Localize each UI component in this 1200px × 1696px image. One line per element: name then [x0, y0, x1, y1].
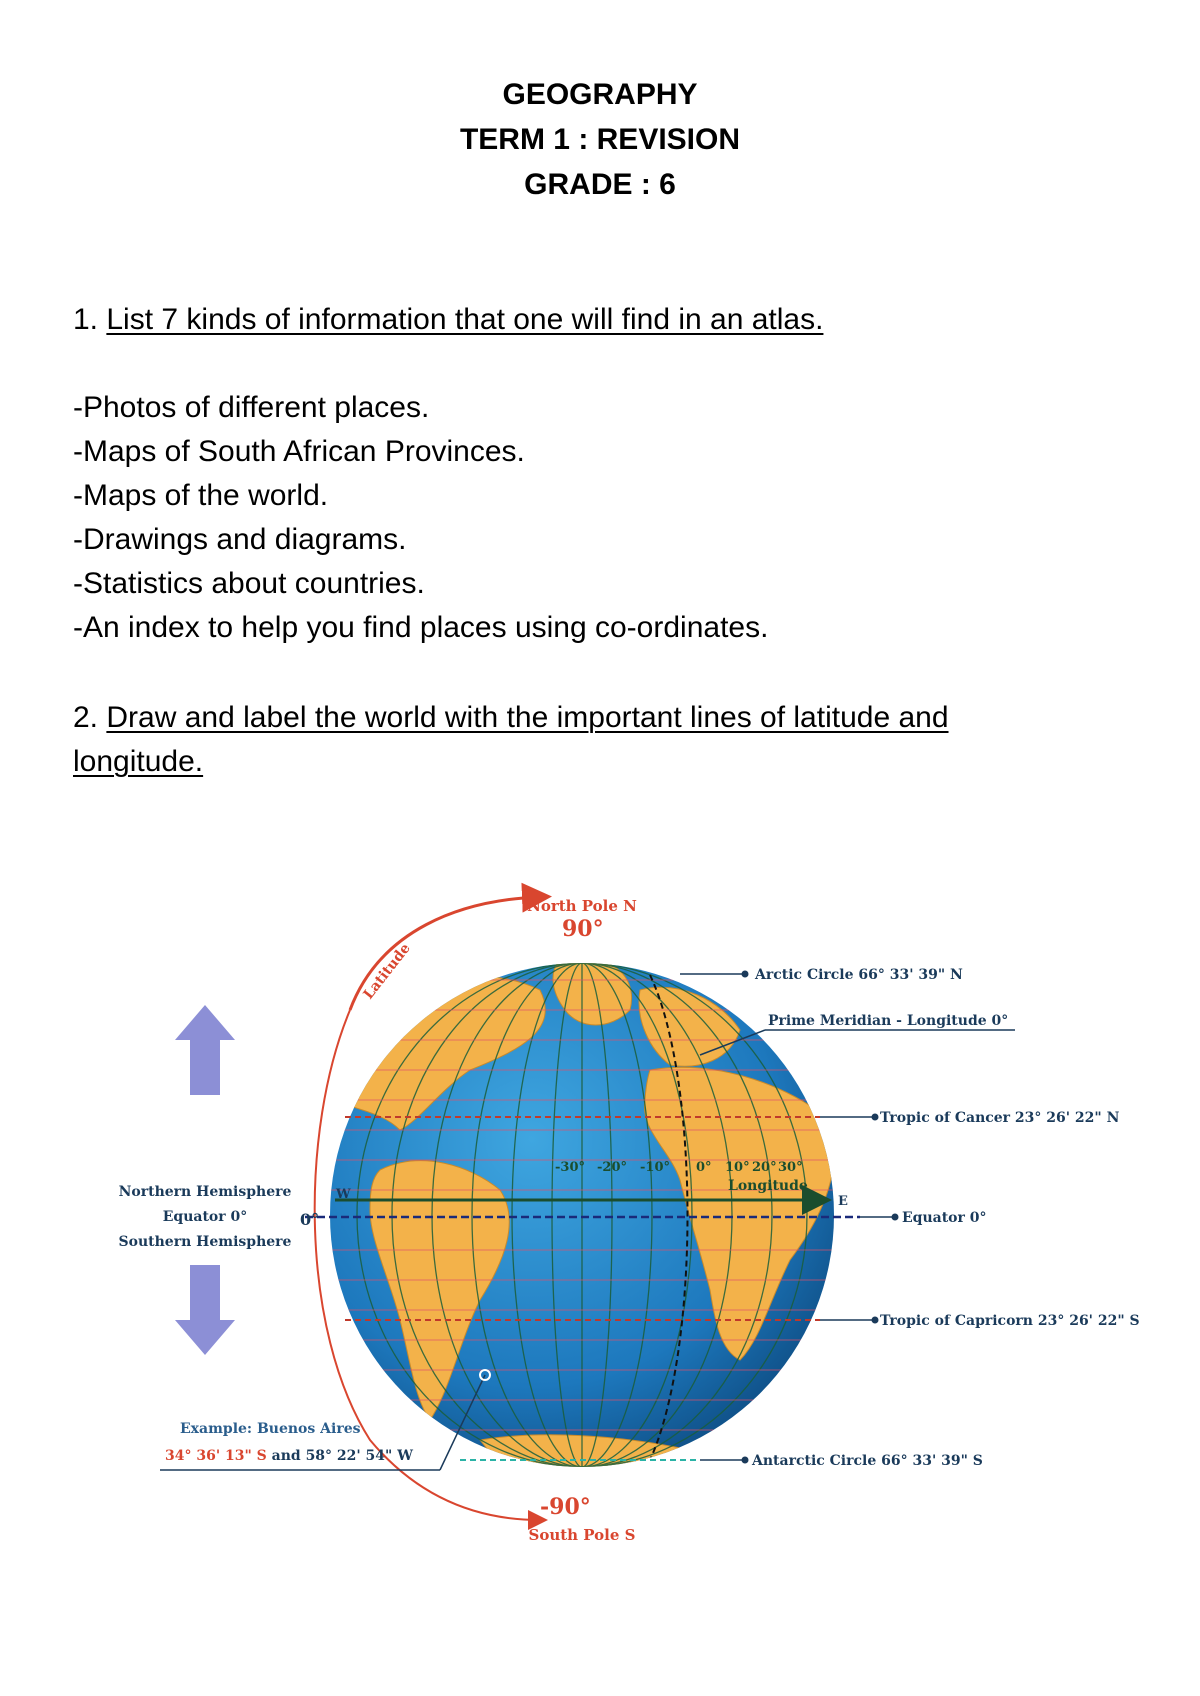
globe-diagram [0, 880, 1200, 1580]
example-latitude: 34° 36' 13" S [165, 1448, 267, 1464]
north-deg-label: 90° [562, 916, 604, 942]
northern-hemisphere-label: Northern Hemisphere [118, 1184, 292, 1200]
question-2-text-line-1: Draw and label the world with the important lines of latitude and [106, 701, 949, 734]
question-2-line-2 [73, 740, 203, 784]
tropic-of-cancer-label: Tropic of Cancer 23° 26' 22" N [880, 1110, 1120, 1126]
lon-tick-minus-30: -30° [555, 1160, 585, 1175]
question-2 [73, 696, 949, 740]
answer-2: -Maps of South African Provinces. [73, 435, 525, 468]
tropic-of-capricorn-label: Tropic of Capricorn 23° 26' 22" S [880, 1313, 1140, 1329]
lon-tick-minus-10: -10° [640, 1160, 670, 1175]
lon-tick-20: 20° [752, 1160, 777, 1175]
equator-left-label: Equator 0° [162, 1209, 248, 1225]
answer-4: -Drawings and diagrams. [73, 523, 407, 556]
answer-5: -Statistics about countries. [73, 567, 425, 600]
south-deg-label: -90° [540, 1494, 591, 1520]
arctic-circle-label: Arctic Circle 66° 33' 39" N [755, 967, 963, 983]
answer-1: -Photos of different places. [73, 391, 430, 424]
answer-3: -Maps of the world. [73, 479, 329, 512]
globe [305, 957, 860, 1470]
question-1-text: List 7 kinds of information that one will find in an atlas. [106, 303, 824, 336]
question-2-number: 2. [73, 701, 99, 734]
north-pole-label: North Pole N [527, 897, 637, 915]
north-arrow-icon [175, 1005, 235, 1095]
title-subject: GEOGRAPHY [502, 78, 698, 111]
title-term: TERM 1 : REVISION [459, 123, 741, 156]
lon-tick-0: 0° [696, 1160, 712, 1175]
example-title-label: Example: Buenos Aires [180, 1421, 361, 1437]
answer-6: -An index to help you find places using co-ordinates. [73, 611, 769, 644]
prime-meridian-label: Prime Meridian - Longitude 0° [768, 1013, 1009, 1029]
west-label: W [336, 1187, 351, 1202]
example-and: and [266, 1448, 306, 1464]
equator-right-label: Equator 0° [902, 1210, 987, 1226]
example-coordinates [165, 1448, 413, 1464]
lon-tick-10: 10° [725, 1160, 750, 1175]
question-1 [73, 298, 823, 342]
title-grade: GRADE : 6 [524, 168, 676, 201]
south-pole-label: South Pole S [528, 1526, 636, 1544]
latitude-label: Latitude [360, 940, 414, 1003]
lon-tick-30: 30° [778, 1160, 803, 1175]
southern-hemisphere-label: Southern Hemisphere [118, 1234, 292, 1250]
longitude-label: Longitude [728, 1178, 808, 1194]
lon-tick-minus-20: -20° [597, 1160, 627, 1175]
antarctic-circle-label: Antarctic Circle 66° 33' 39" S [752, 1453, 983, 1469]
question-2-text-line-2: longitude. [73, 745, 204, 778]
zero-degree-label: 0° [300, 1210, 320, 1229]
east-label: E [838, 1194, 848, 1209]
question-1-number: 1. [73, 303, 99, 336]
example-longitude: 58° 22' 54" W [305, 1448, 413, 1464]
south-arrow-icon [175, 1265, 235, 1355]
